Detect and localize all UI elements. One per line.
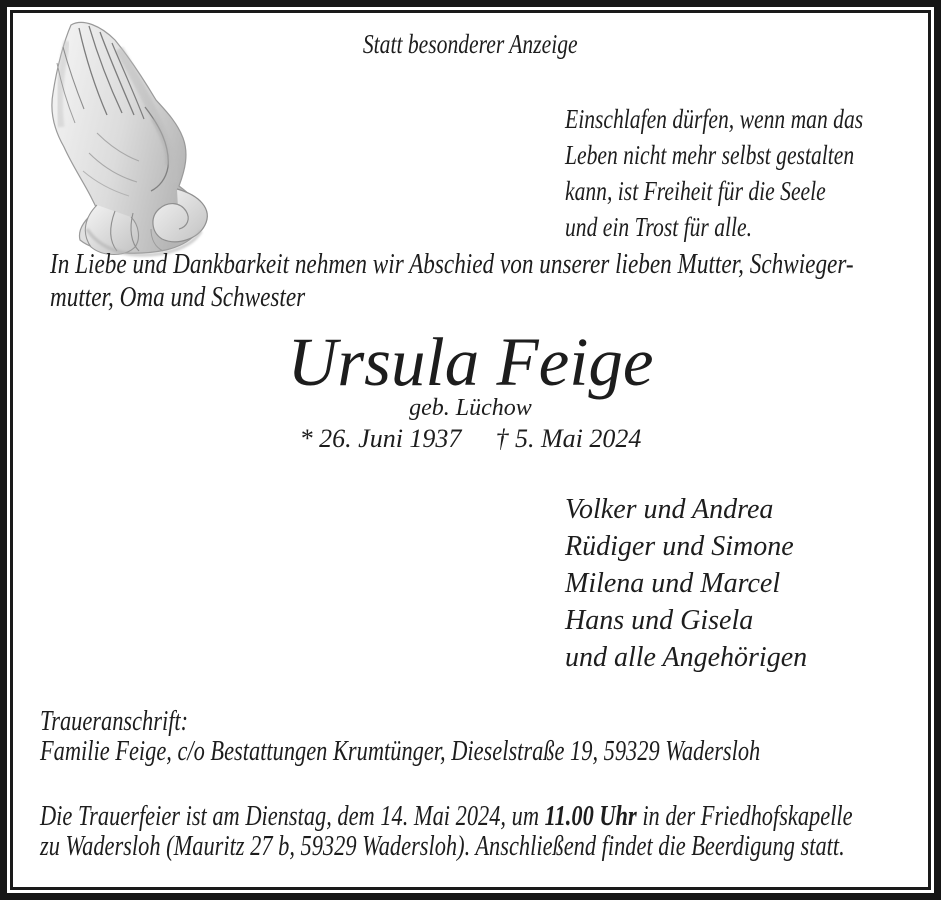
mourner-line: Volker und Andrea (565, 494, 774, 525)
notice-type-text: Statt besonderer Anzeige (363, 29, 578, 59)
birth-date: * 26. Juni 1937 (299, 424, 462, 453)
funeral-text: Die Trauerfeier ist am Dienstag, dem 14. Mai 2024, um (40, 801, 545, 832)
funeral-info (40, 802, 853, 862)
intro-line: mutter, Oma und Schwester (50, 281, 306, 313)
quote-line: und ein Trost für alle. (565, 212, 753, 242)
mourner-line: Hans und Gisela (565, 605, 754, 636)
mourner-line: Milena und Marcel (565, 568, 781, 599)
notice-border-frame (10, 10, 931, 890)
mourner-line: Rüdiger und Simone (565, 531, 794, 562)
address-line: Familie Feige, c/o Bestattungen Krumtünger, Dieselstraße 19, 59329 Wadersloh (40, 736, 761, 767)
mourners-list (565, 491, 807, 676)
funeral-text: in der Friedhofskapelle (636, 801, 853, 832)
maiden-name: geb. Lüchow (409, 395, 532, 421)
quote-line: Einschlafen dürfen, wenn man das (565, 104, 864, 134)
death-date: † 5. Mai 2024 (495, 424, 642, 453)
quote-line: Leben nicht mehr selbst gestalten (565, 140, 855, 170)
epitaph-quote (565, 101, 863, 245)
funeral-time: 11.00 Uhr (544, 801, 637, 832)
notice-type-line (13, 27, 928, 61)
deceased-name: Ursula Feige (287, 324, 654, 400)
address-label: Traueranschrift: (40, 706, 189, 737)
condolence-address (40, 707, 760, 767)
life-dates (13, 423, 928, 455)
mourner-line: und alle Angehörigen (565, 642, 808, 673)
funeral-line-1 (40, 802, 853, 832)
intro-line: In Liebe und Dankbarkeit nehmen wir Abschied von unserer lieben Mutter, Schwieger- (50, 248, 854, 280)
intro-paragraph (50, 248, 854, 314)
quote-line: kann, ist Freiheit für die Seele (565, 176, 826, 206)
funeral-line-2: zu Wadersloh (Mauritz 27 b, 59329 Wadersloh). Anschließend findet die Beerdigung statt. (40, 831, 845, 862)
